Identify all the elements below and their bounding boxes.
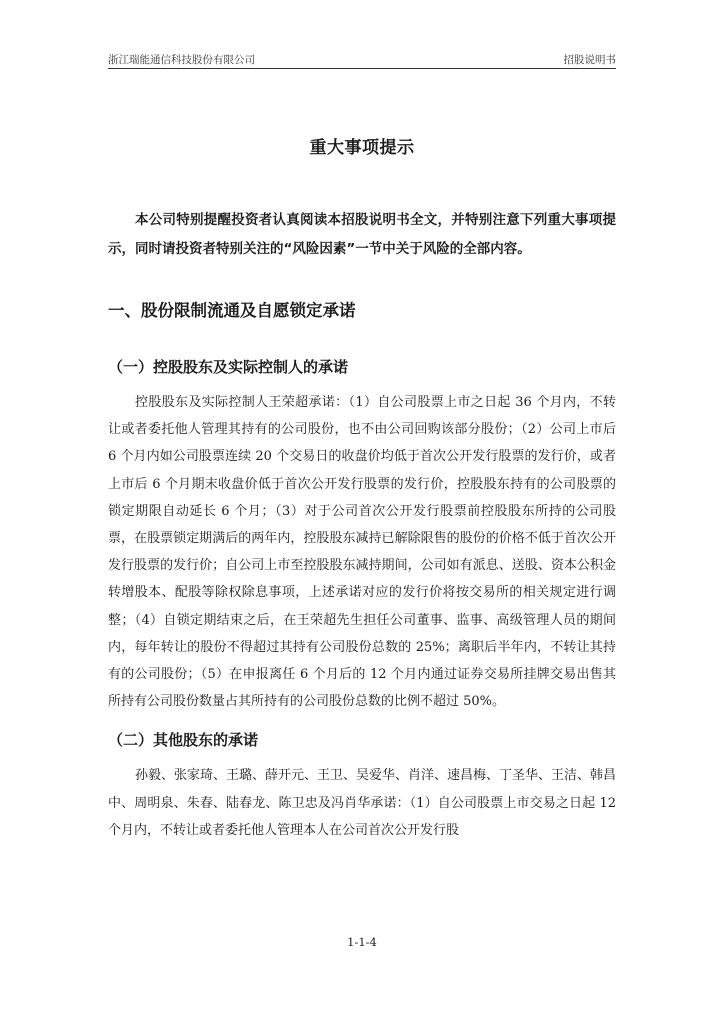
section-heading-share-lockup: 一、股份限制流通及自愿锁定承诺 [108, 301, 356, 320]
subsection-heading-controlling-shareholder: （一）控股股东及实际控制人的承诺 [108, 358, 349, 376]
controlling-shareholder-commitment-text: 控股股东及实际控制人王荣超承诺：（1）自公司股票上市之日起 36 个月内，不转让或者委托他人管理其持有的公司股份，也不由公司回购该部分股份；（2）公司上市后 6 个月内如公司股票连续 20 个交易日的收盘价均低于首次公开发行股票的发行价，或者上市后 6 个月期末收盘价低于首次公开发行股票的发行价，控股股东持有的公司股票的锁定期限自动延长 6 个月；（3）对于公司首次公开发行股票前控股股东所持的公司股票，在股票锁定期满后的两年内，控股股东减持已解除限售的股份的价格不低于首次公开发行股票的发行价；自公司上市至控股股东减持期间，公司如有派息、送股、资本公积金转增股本、配股等除权除息事项，上述承诺对应的发行价将按交易所的相关规定进行调整；（4）自锁定期结束之后，在王荣超先生担任公司董事、监事、高级管理人员的期间内，每年转让的股份不得超过其持有公司股份总数的 25%；离职后半年内，不转让其持有的公司股份；（5）在申报离任 6 个月后的 12 个月内通过证券交易所挂牌交易出售其所持有公司股份数量占其所持有的公司股份总数的比例不超过 50%。 [108, 395, 616, 710]
main-content [108, 206, 616, 844]
header-document-type: 招股说明书 [563, 54, 616, 66]
other-shareholders-commitment-text: 孙毅、张家琦、王璐、薛开元、王卫、吴爱华、肖洋、速昌梅、丁圣华、王洁、韩昌中、周明泉、朱春、陆春龙、陈卫忠及冯肖华承诺：（1）自公司股票上市交易之日起 12 个月内，不转让或者委托他人管理本人在公司首次公开发行股 [108, 768, 617, 838]
header-company-name: 浙江瑞能通信科技股份有限公司 [108, 54, 255, 66]
important-notice-paragraph: 本公司特别提醒投资者认真阅读本招股说明书全文，并特别注意下列重大事项提示，同时请投资者特别关注的“风险因素”一节中关于风险的全部内容。 [108, 212, 616, 257]
page-header [108, 50, 616, 69]
page-title: 重大事项提示 [309, 138, 415, 158]
subsection-heading-other-shareholders: （二）其他股东的承诺 [108, 731, 259, 750]
page-number: 1-1-4 [347, 935, 377, 949]
